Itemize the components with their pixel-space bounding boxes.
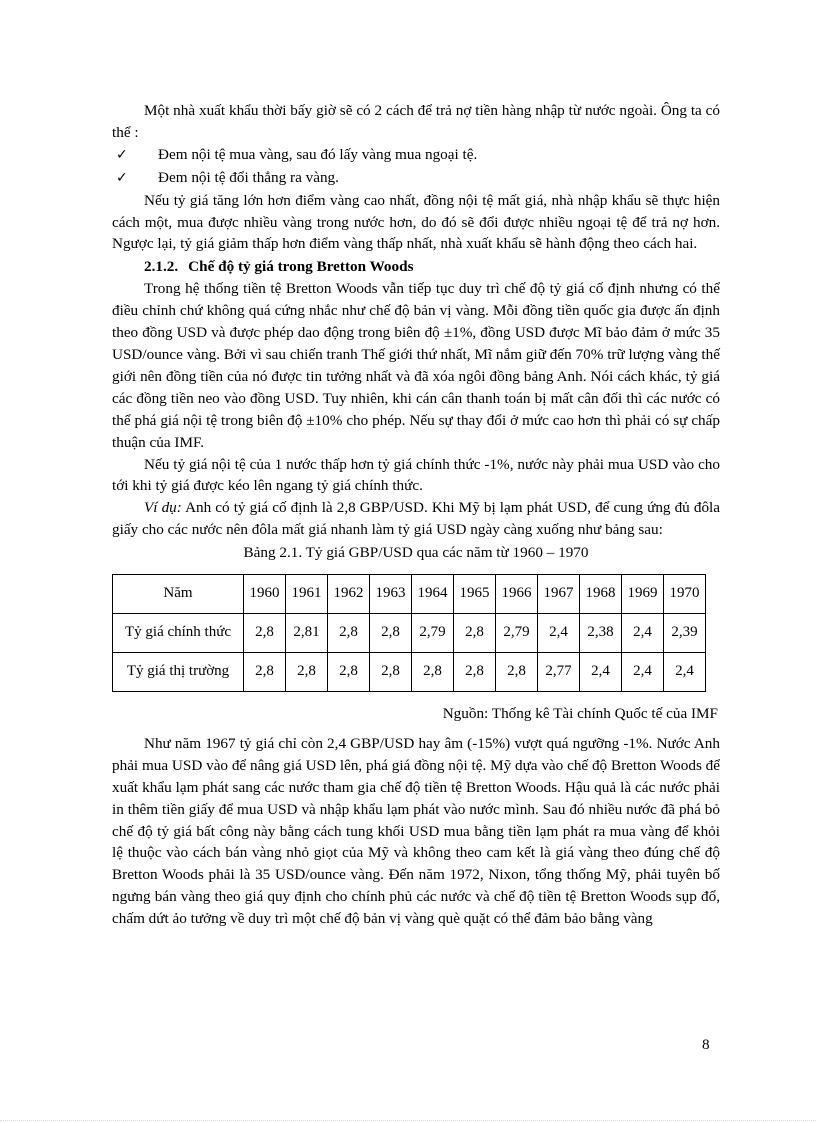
table-cell: 2,8 <box>328 614 370 653</box>
paragraph-gold-points: Nếu tỷ giá tăng lớn hơn điểm vàng cao nhất, đồng nội tệ mất giá, nhà nhập khẩu sẽ thực hiện cách một, mua được nhiều vàng trong nước hơn, do đó sẽ đổi được nhiều ngoại tệ để trả nợ hơn. Ngược lại, tỷ giá giảm thấp hơn điểm vàng thấp nhất, nhà xuất khẩu sẽ hành động theo cách hai. <box>112 191 720 253</box>
year-header: 1967 <box>538 575 580 614</box>
list-item <box>112 144 720 167</box>
year-header: 1964 <box>412 575 454 614</box>
table-cell: 2,8 <box>370 653 412 692</box>
table-header-row <box>113 575 706 614</box>
row-label: Tỷ giá chính thức <box>113 614 244 653</box>
table-cell: 2,77 <box>538 653 580 692</box>
list-item-text: Đem nội tệ đổi thẳng ra vàng. <box>158 168 339 186</box>
header-label: Năm <box>113 575 244 614</box>
year-header: 1961 <box>286 575 328 614</box>
table-cell: 2,79 <box>412 614 454 653</box>
year-header: 1966 <box>496 575 538 614</box>
list-item-text: Đem nội tệ mua vàng, sau đó lấy vàng mua ngoại tệ. <box>158 145 478 163</box>
page-bottom-divider <box>0 1120 816 1121</box>
section-heading <box>144 256 720 278</box>
table-cell: 2,8 <box>496 653 538 692</box>
year-header: 1962 <box>328 575 370 614</box>
table-cell: 2,8 <box>412 653 454 692</box>
checkmark-icon: ✓ <box>116 169 128 186</box>
page-number: 8 <box>702 1036 710 1053</box>
year-header: 1960 <box>244 575 286 614</box>
table-cell: 2,79 <box>496 614 538 653</box>
table-body <box>113 614 706 692</box>
table-cell: 2,39 <box>664 614 706 653</box>
table-cell: 2,4 <box>622 614 664 653</box>
table-cell: 2,8 <box>286 653 328 692</box>
section-title: Chế độ tỷ giá trong Bretton Woods <box>188 258 414 276</box>
paragraph-intro: Một nhà xuất khẩu thời bấy giờ sẽ có 2 cách để trả nợ tiền hàng nhập từ nước ngoài. Ông ta có thể : <box>112 102 720 141</box>
year-header: 1969 <box>622 575 664 614</box>
table-cell: 2,4 <box>538 614 580 653</box>
section-number: 2.1.2. <box>144 258 179 276</box>
document-page <box>112 100 720 930</box>
table-cell: 2,8 <box>454 614 496 653</box>
list-item <box>112 167 720 190</box>
year-header: 1963 <box>370 575 412 614</box>
table-cell: 2,4 <box>664 653 706 692</box>
paragraph-consequence: Như năm 1967 tỷ giá chỉ còn 2,4 GBP/USD hay âm (-15%) vượt quá ngưỡng -1%. Nước Anh phải mua USD vào để nâng giá USD lên, phá giá đồng nội tệ. Mỹ dựa vào chế độ Bretton Woods để xuất khẩu lạm phát sang các nước tham gia chế độ tiền tệ Bretton Woods. Hậu quả là các nước phải in thêm tiền giấy để mua USD và nhập khẩu lạm phát vào nước mình. Sau đó nhiều nước đã phá bỏ chế độ tỷ giá bất công này bằng cách tung khối USD mua bằng tiền lạm phát ra mua vàng để khỏi lệ thuộc vào cách bán vàng nhỏ giọt của Mỹ và không theo cam kết là giá vàng theo đúng chế độ Bretton Woods phải là 35 USD/ounce vàng. Đến năm 1972, Nixon, tổng thống Mỹ, phải tuyên bố ngưng bán vàng theo giá quy định cho chính phủ các nước và chế độ tiền tệ Bretton Woods sụp đổ, chấm dứt ảo tưởng về duy trì một chế độ bản vị vàng què quặt có thể đảm bảo bằng vàng <box>112 734 720 928</box>
paragraph-bretton-woods: Trong hệ thống tiền tệ Bretton Woods vẫn tiếp tục duy trì chế độ tỷ giá cố định nhưng có thể điều chỉnh chứ không quá cứng nhắc như chế độ bản vị vàng. Mỗi đồng tiền quốc gia được ấn định theo đồng USD và được phép dao động trong biên độ ±1%, đồng USD được Mĩ bảo đảm ở mức 35 USD/ounce vàng. Bởi vì sau chiến tranh Thế giới thứ nhất, Mĩ nắm giữ đến 70% trữ lượng vàng thế giới nên đồng tiền của nó được tin tưởng nhất và đã xóa ngôi đồng bảng Anh. Nói cách khác, tỷ giá các đồng tiền neo vào đồng USD. Tuy nhiên, khi cán cân thanh toán bị mất cân đối thì các nước có thể phá giá nội tệ trong biên độ ±10% cho phép. Nếu sự thay đổi ở mức cao hơn thì phải có sự chấp thuận của IMF. <box>112 280 720 451</box>
table-cell: 2,4 <box>580 653 622 692</box>
table-cell: 2,8 <box>244 614 286 653</box>
example-text: Anh có tỷ giá cố định là 2,8 GBP/USD. Khi Mỹ bị lạm phát USD, để cung ứng đủ đôla giấy cho các nước nên đôla mất giá nhanh làm tỷ giá USD ngày càng xuống như bảng sau: <box>112 499 720 539</box>
table-cell: 2,8 <box>454 653 496 692</box>
table-cell: 2,8 <box>370 614 412 653</box>
year-header: 1970 <box>664 575 706 614</box>
table-source: Nguồn: Thống kê Tài chính Quốc tế của IMF <box>442 705 718 723</box>
table-caption: Bảng 2.1. Tỷ giá GBP/USD qua các năm từ 1960 – 1970 <box>243 544 589 562</box>
paragraph-example <box>112 497 720 541</box>
paragraph-rule: Nếu tỷ giá nội tệ của 1 nước thấp hơn tỷ giá chính thức -1%, nước này phải mua USD vào cho tới khi tỷ giá được kéo lên ngang tỷ giá chính thức. <box>112 455 720 495</box>
table-row <box>113 653 706 692</box>
example-label: Ví dụ: <box>144 499 182 517</box>
table-cell: 2,4 <box>622 653 664 692</box>
table-cell: 2,8 <box>244 653 286 692</box>
table-cell: 2,81 <box>286 614 328 653</box>
method-list <box>112 144 720 190</box>
row-label: Tỷ giá thị trường <box>113 653 244 692</box>
year-header: 1965 <box>454 575 496 614</box>
checkmark-icon: ✓ <box>116 146 128 163</box>
table-row <box>113 614 706 653</box>
year-header: 1968 <box>580 575 622 614</box>
table-cell: 2,8 <box>328 653 370 692</box>
table-cell: 2,38 <box>580 614 622 653</box>
exchange-rate-table <box>112 574 706 692</box>
